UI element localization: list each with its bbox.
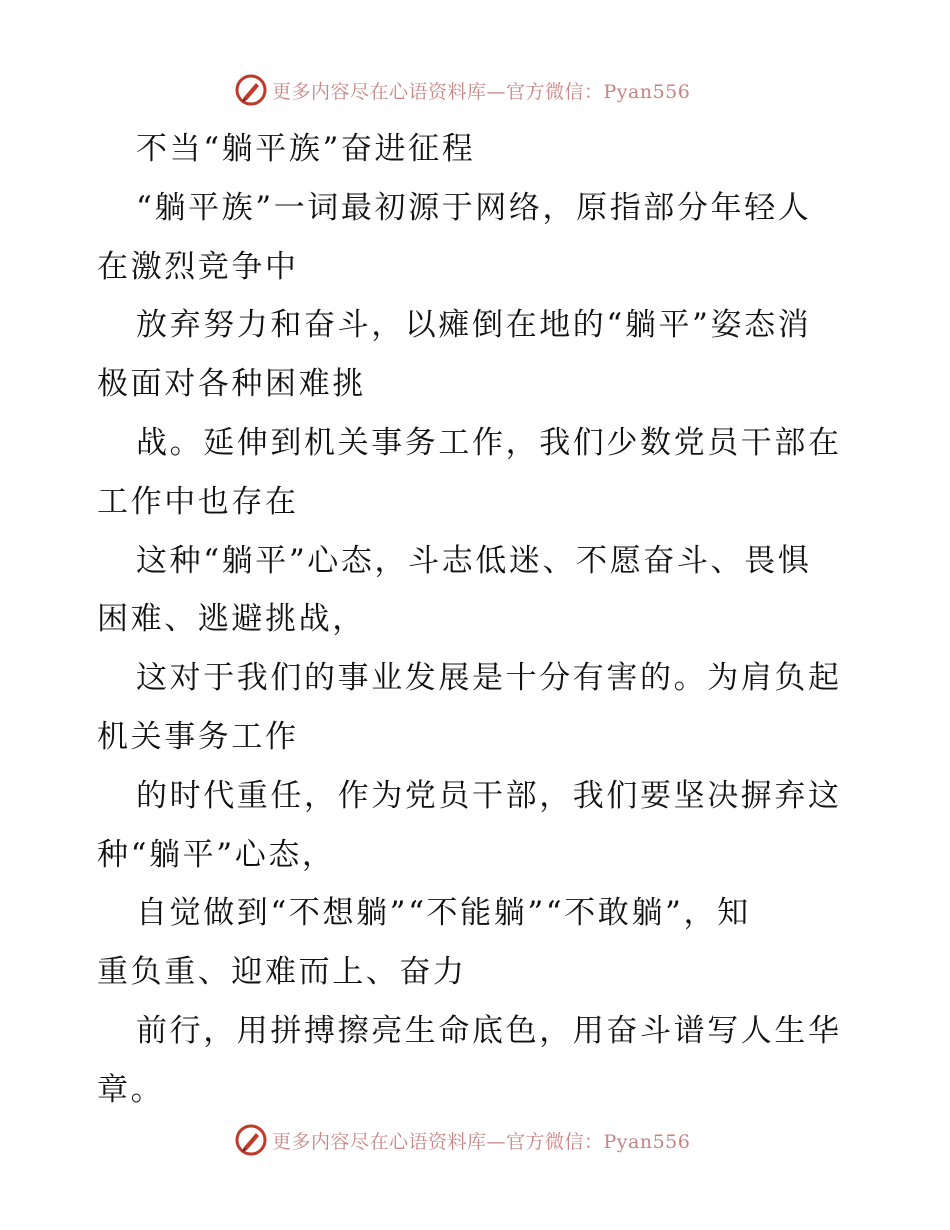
text-line: 极面对各种困难挑 — [97, 366, 366, 403]
text-line: 前行，用拼搏擦亮生命底色，用奋斗谱写人生华 — [136, 1012, 842, 1049]
text-line: 困难、逃避挑战， — [97, 601, 366, 638]
text-line: 机关事务工作 — [97, 718, 299, 755]
text-line: 这种“躺平”心态，斗志低迷、不愿奋斗、畏惧 — [136, 542, 812, 579]
text-line: 在激烈竞争中 — [97, 248, 299, 285]
watermark-header — [234, 72, 690, 108]
text-line: 种“躺平”心态， — [97, 836, 336, 873]
text-line: 战。延伸到机关事务工作，我们少数党员干部在 — [136, 424, 842, 461]
text-line: “躺平族”一词最初源于网络，原指部分年轻人 — [136, 189, 812, 226]
text-line: 的时代重任，作为党员干部，我们要坚决摒弃这 — [136, 777, 842, 814]
pen-logo-icon — [234, 73, 268, 107]
text-line: 重负重、迎难而上、奋力 — [97, 954, 467, 991]
watermark-text: 更多内容尽在心语资料库—官方微信：Pyan556 — [272, 80, 691, 103]
pen-logo-icon — [234, 1123, 268, 1157]
document-body — [97, 120, 857, 1120]
text-line: 章。 — [97, 1071, 165, 1108]
text-line: 这对于我们的事业发展是十分有害的。为肩负起 — [136, 660, 842, 697]
text-line: 自觉做到“不想躺”“不能躺”“不敢躺”，知 — [136, 895, 751, 932]
text-line: 工作中也存在 — [97, 483, 299, 520]
document-title: 不当“躺平族”奋进征程 — [136, 131, 476, 167]
watermark-text: 更多内容尽在心语资料库—官方微信：Pyan556 — [272, 1130, 691, 1153]
text-line: 放弃努力和奋斗，以瘫倒在地的“躺平”姿态消 — [136, 307, 812, 344]
watermark-footer — [234, 1122, 690, 1158]
